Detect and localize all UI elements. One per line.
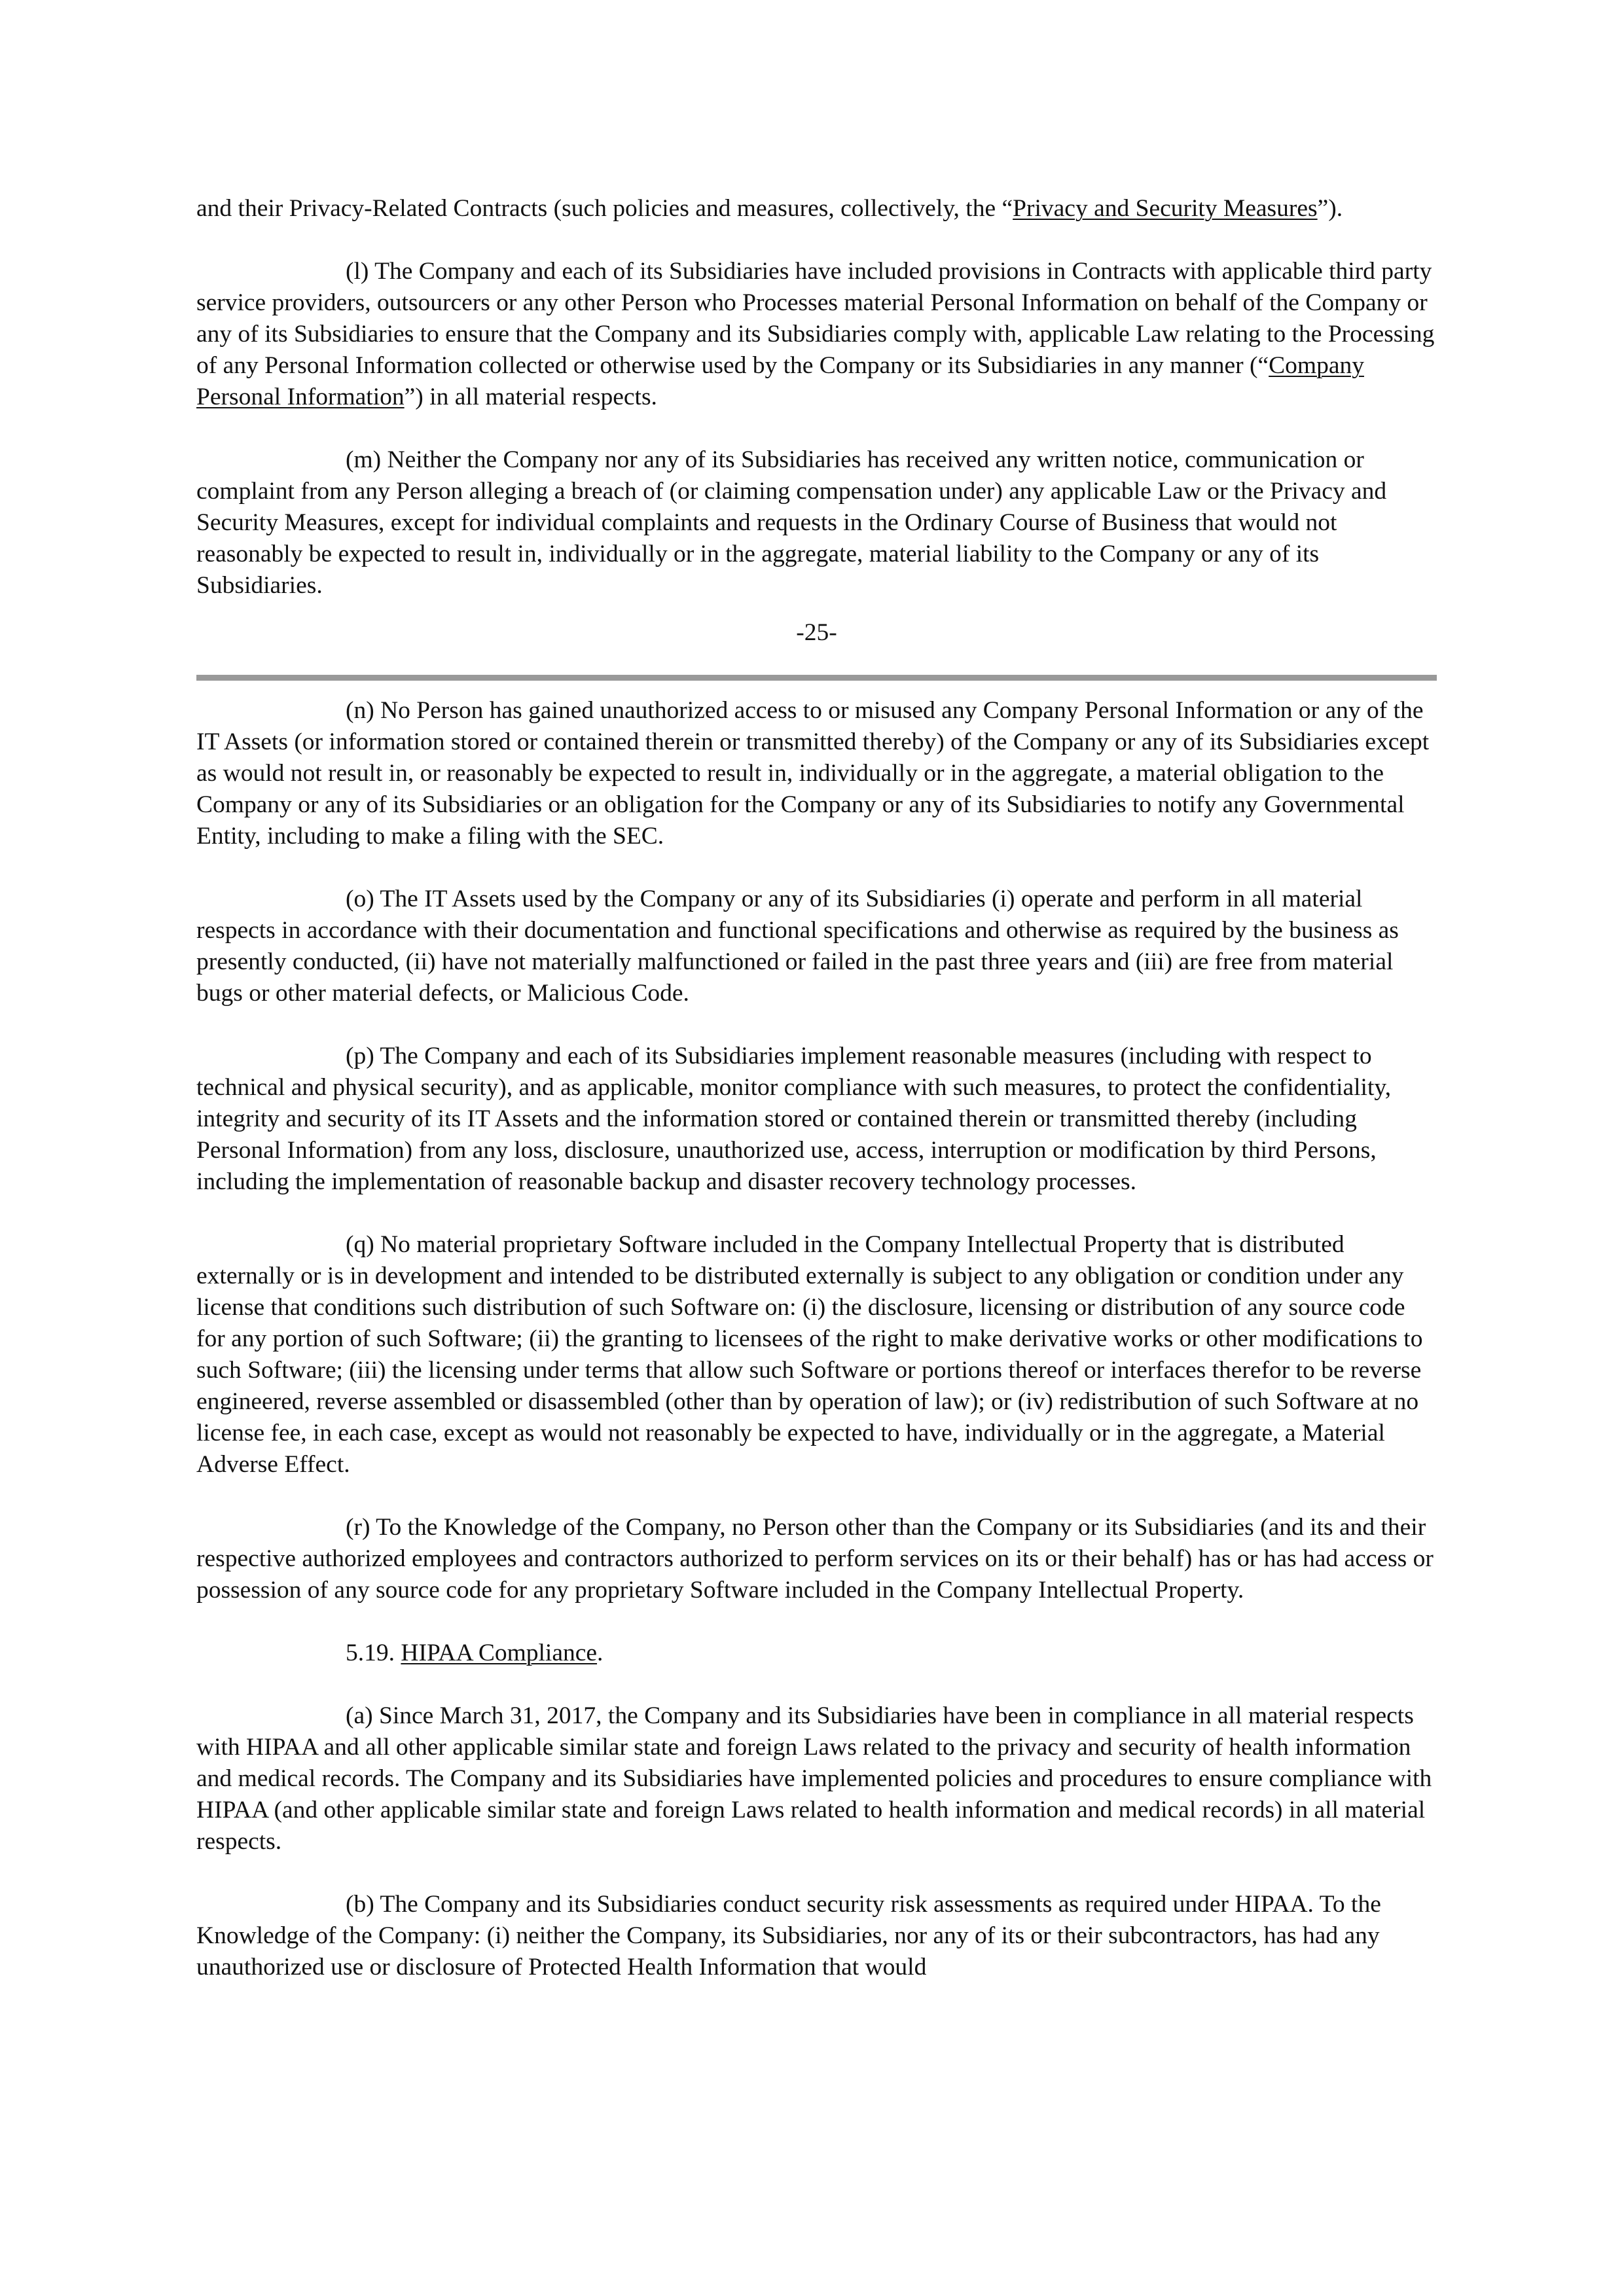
- page-number: -25-: [796, 619, 837, 646]
- section-title: HIPAA Compliance: [401, 1640, 598, 1666]
- section-heading: [196, 1638, 1437, 1669]
- paragraph-text: and their Privacy-Related Contracts (such policies and measures, collectively, the “: [196, 195, 1013, 222]
- paragraph-text: ”).: [1317, 195, 1343, 222]
- paragraph-o: (o) The IT Assets used by the Company or any of its Subsidiaries (i) operate and perform in all material respects in accordance with their documentation and functional specifications and otherwise as required by the business as presently conducted, (ii) have not materially malfunctioned or failed in the past three years and (iii) are free from material bugs or other material defects, or Malicious Code.: [196, 886, 1399, 1007]
- paragraph-l: [196, 256, 1437, 413]
- paragraph-a: (a) Since March 31, 2017, the Company and its Subsidiaries have been in compliance in all material respects with HIPAA and all other applicable similar state and foreign Laws related to the privacy and security of health information and medical records. The Company and its Subsidiaries have implemented policies and procedures to ensure compliance with HIPAA (and other applicable similar state and foreign Laws related to health information and medical records) in all material respects.: [196, 1702, 1432, 1855]
- defined-term-company-personal-information: Company Personal Information: [196, 352, 1364, 410]
- paragraph-r: (r) To the Knowledge of the Company, no Person other than the Company or its Subsidiaries (and its and their respective authorized employees and contractors authorized to perform services on its or their behalf) has or has had access or possession of any source code for any proprietary Software included in the Company Intellectual Property.: [196, 1514, 1434, 1604]
- paragraph-k-continuation: [196, 193, 1437, 224]
- paragraph-p: (p) The Company and each of its Subsidiaries implement reasonable measures (including with respect to technical and physical security), and as applicable, monitor compliance with such measures, to protect the confidentiality, integrity and security of its IT Assets and the information stored or contained therein or transmitted thereby (including Personal Information) from any loss, disclosure, unauthorized use, access, interruption or modification by third Persons, including the implementation of reasonable backup and disaster recovery technology processes.: [196, 1043, 1392, 1195]
- defined-term-privacy-security-measures: Privacy and Security Measures: [1013, 195, 1318, 222]
- paragraph-q: (q) No material proprietary Software included in the Company Intellectual Property that is distributed externally or is in development and intended to be distributed externally is subject to any obligation or condition under any license that conditions such distribution of such Software on: (i) the disclosure, licensing or distribution of any source code for any portion of such Software; (ii) the granting to licensees of the right to make derivative works or other modifications to such Software; (iii) the licensing under terms that allow such Software or portions thereof or interfaces therefor to be reverse engineered, reverse assembled or disassembled (other than by operation of law); or (iv) redistribution of such Software at no license fee, in each case, except as would not reasonably be expected to have, individually or in the aggregate, a Material Adverse Effect.: [196, 1231, 1423, 1478]
- section-number: 5.19.: [346, 1640, 401, 1666]
- paragraph-b: (b) The Company and its Subsidiaries conduct security risk assessments as required under HIPAA. To the Knowledge of the Company: (i) neither the Company, its Subsidiaries, nor any of its or their subcontractors, has had any unauthorized use or disclosure of Protected Health Information that would: [196, 1891, 1381, 1981]
- document-page: [196, 193, 1437, 2015]
- section-period: .: [597, 1640, 604, 1666]
- paragraph-text: (l) The Company and each of its Subsidiaries have included provisions in Contracts with applicable third party service providers, outsourcers or any other Person who Processes material Personal Information on behalf of the Company or any of its Subsidiaries to ensure that the Company and its Subsidiaries comply with, applicable Law relating to the Processing of any Personal Information collected or otherwise used by the Company or its Subsidiaries in any manner (“: [196, 258, 1435, 379]
- paragraph-m: (m) Neither the Company nor any of its Subsidiaries has received any written notice, communication or complaint from any Person alleging a breach of (or claiming compensation under) any applicable Law or the Privacy and Security Measures, except for individual complaints and requests in the Ordinary Course of Business that would not reasonably be expected to result in, individually or in the aggregate, material liability to the Company or any of its Subsidiaries.: [196, 446, 1387, 599]
- paragraph-n: (n) No Person has gained unauthorized access to or misused any Company Personal Information or any of the IT Assets (or information stored or contained therein or transmitted thereby) of the Company or any of its Subsidiaries except as would not result in, or reasonably be expected to result in, individually or in the aggregate, a material obligation to the Company or any of its Subsidiaries or an obligation for the Company or any of its Subsidiaries to notify any Governmental Entity, including to make a filing with the SEC.: [196, 697, 1430, 850]
- page-divider: [196, 675, 1437, 681]
- paragraph-text: ”) in all material respects.: [404, 384, 657, 410]
